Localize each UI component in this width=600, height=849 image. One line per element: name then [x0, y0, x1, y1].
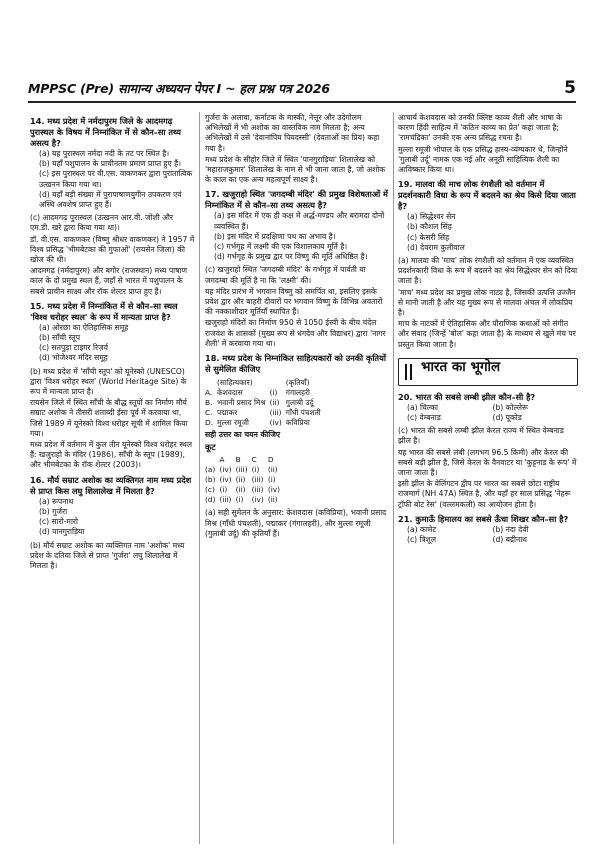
column-divider	[199, 112, 200, 844]
option: (b) यहाँ पशुपालन के प्राचीनतम प्रमाण प्राप्त हुए हैं।	[39, 159, 181, 169]
option: (d) देवराम कुलीवाल	[407, 242, 465, 252]
code-row	[205, 485, 284, 495]
explanation: माच के नाटकों में ऐतिहासिक और पौराणिक कथाओं को संगीत और संवाद (जिन्हें 'बोल' कहा जाता है) के माध्यम से खुले मंच पर प्रस्तुत किया जाता है।	[398, 319, 576, 349]
match-cell: C.	[205, 408, 213, 418]
column-2	[205, 112, 390, 539]
code-cell: (i)	[251, 465, 260, 475]
option-text: (b) कोल्लेरू	[492, 402, 528, 412]
explanation: इसी झील के वेलिंगटन द्वीप पर भारत का सबसे छोटा राष्ट्रीय राजमार्ग (NH 47A) स्थित है, और यहाँ हर साल प्रसिद्ध 'नेहरू ट्रॉफी बोट रेस' (वल्लमकली) का आयोजन होता है।	[398, 479, 571, 509]
column-2-bottom	[205, 508, 390, 539]
code-cell: (ii)	[267, 465, 278, 475]
match-cell: A.	[205, 388, 213, 398]
match-cell: भवानी प्रसाद मिश्र	[217, 398, 266, 408]
code-cell: (c)	[205, 485, 215, 495]
answer: (a) सही सुमेलन के अनुसार: केशवदास (कविप्रिया), भवानी प्रसाद मिश्र (गाँधी पंचशती), पद्माकर (गंगालहरी), और मुल्ला रमूजी (गुलाबी उर्दू) की कृतियाँ हैं।	[205, 508, 387, 538]
option: (d) भोजेश्वर मंदिर समूह	[39, 353, 108, 363]
question: 20. भारत की सबसे लम्बी झील कौन–सी है?	[398, 391, 536, 402]
explanation: डॉ. वी.एस. वाकणकर (विष्णु श्रीधर वाकणकर) ने 1957 में विश्व प्रसिद्ध 'भीमबेटका की गुफाओं' (रायसेन जिला) की खोज की थी।	[30, 234, 195, 265]
option-text: (a) कामेट	[407, 524, 437, 534]
option: (c) केसरी सिंह	[407, 232, 450, 242]
option: (b) गुर्जरा	[39, 506, 68, 516]
match-cell: पद्माकर	[217, 408, 238, 418]
match-cell: B.	[205, 398, 213, 408]
option: (c) गर्भगृह में लक्ष्मी की एक विशालकाय मूर्ति है।	[214, 242, 348, 252]
section-bar-icon	[405, 364, 407, 380]
code-cell: (iii)	[235, 465, 248, 475]
match-cell: कविप्रिया	[285, 418, 310, 428]
option-text: (a) चिल्का	[407, 402, 439, 412]
match-cell: (iii)	[269, 408, 282, 418]
match-row	[205, 408, 325, 418]
explanation: मुल्ला रमूजी भोपाल के एक प्रसिद्ध हास्य-व्यंग्यकार थे, जिन्होंने 'गुलाबी उर्दू' नामक एक नई और अनूठी साहित्यिक शैली का आविष्कार किया था।	[398, 144, 568, 175]
match-table	[205, 378, 325, 428]
column-1	[30, 112, 195, 571]
page-number: 5	[564, 78, 576, 98]
code-head: C	[251, 455, 257, 465]
option: (a) ओरछा का ऐतिहासिक समूह	[39, 322, 129, 332]
option-text: (c) वेम्बनाड	[407, 413, 441, 423]
code-head: A	[219, 455, 225, 465]
section-heading: भारत का भूगोल	[421, 358, 501, 375]
code-cell: (ii)	[235, 485, 246, 495]
explanation: यह मंदिर प्रारंभ में भगवान विष्णु को समर्पित था, इसलिए इसके प्रवेश द्वार और बाहरी दीवारों पर भगवान विष्णु के विभिन्न अवतारों की नक्काशीदार मूर्तियाँ स्थापित हैं।	[205, 286, 383, 317]
page-header	[28, 80, 576, 98]
code-row	[205, 475, 284, 485]
match-cell: मुल्ला रमूजी	[217, 418, 249, 428]
question: 15. मध्य प्रदेश में निम्नांकित में से कौन–सा स्थल 'विश्व धरोहर स्थल' के रूप में मान्यता प्राप्त है?	[30, 300, 178, 322]
option: (a) इस मंदिर में एक ही कक्ष में अर्द्ध-मण्डप और बरामदा दोनों व्यवस्थित हैं।	[214, 211, 385, 231]
option-text: (c) त्रिशूल	[407, 535, 436, 545]
question: 16. मौर्य सम्राट अशोक का व्यक्तिगत नाम मध्य प्रदेश से प्राप्त किस लघु शिलालेख में मिलता है?	[30, 474, 192, 496]
match-cell: (iv)	[269, 418, 282, 428]
code-cell: (iv)	[251, 495, 264, 505]
match-row	[205, 418, 325, 428]
code-head: B	[235, 455, 241, 465]
answer: (c) भारत की सबसे लम्बी झील केरल राज्य में स्थित वेम्बनाड झील है।	[398, 426, 564, 446]
option-row	[407, 525, 578, 535]
option-row	[407, 403, 578, 413]
column-3-bottom	[398, 392, 578, 545]
code-head: D	[267, 455, 274, 465]
column-divider	[393, 112, 394, 844]
match-row	[205, 388, 325, 398]
column-2-top	[205, 113, 390, 375]
option: (a) यह पुरास्थल नर्मदा नदी के तट पर स्थित है।	[39, 149, 170, 158]
explanation: गुर्जरा के अलावा, कर्नाटक के मास्की, नेत्तूर और उदेगोलम अभिलेखों में भी अशोक का वास्तविक नाम मिलता है; अन्य अभिलेखों में उसे 'देवानांपिय पियदस्सी' (देवताओं का प्रिय) कहा गया है।	[205, 113, 380, 153]
code-cell: (ii)	[267, 495, 278, 505]
option: (c) सारो-मारो	[39, 517, 79, 527]
option: (b) कौशल सिंह	[407, 222, 452, 232]
code-cell: (ii)	[235, 475, 246, 485]
column-3-top	[398, 113, 578, 350]
match-cell: गंगालहरी	[285, 388, 310, 398]
section-bar-icon	[410, 364, 412, 380]
column-3	[398, 112, 578, 545]
option: (a) सिद्धेश्वर सेन	[407, 212, 456, 222]
match-head-works: (कृतियाँ)	[285, 378, 310, 388]
option: (d) यहाँ बड़ी संख्या में पुरापाषाणयुगीन उपकरण एवं अस्थि अवशेष प्राप्त हुए हैं।	[39, 189, 182, 210]
answer: (c) खजुराहो स्थित 'जगदम्बी मंदिर' के गर्भगृह में पार्वती या जगदम्बा की मूर्ति है ना कि 'लक्ष्मी' की।	[205, 265, 366, 285]
option: (b) इस मंदिर में प्रदक्षिणा पथ का अभाव है।	[214, 231, 336, 241]
code-cell: (a)	[205, 465, 216, 475]
code-row	[205, 495, 284, 505]
match-instruction: सही उत्तर का चयन कीजिए	[205, 430, 281, 440]
match-cell: D.	[205, 418, 214, 428]
option-row	[407, 535, 578, 545]
code-cell: (iii)	[251, 485, 264, 495]
explanation: आचार्य केशवदास को उनकी क्लिष्ट काव्य शैली और भाषा के कारण हिंदी साहित्य में 'कठिन काव्य का प्रेत' कहा जाता है; 'रामचंद्रिका' उनकी एक अन्य प्रसिद्ध रचना है।	[398, 113, 563, 143]
code-cell: (iv)	[267, 485, 281, 495]
question: 17. खजुराहो स्थित 'जगदम्बी मंदिर' की प्रमुख विशेषताओं में निम्नांकित में से कौन–सा तथ्य असत्य है?	[205, 189, 388, 211]
section-heading-box	[398, 358, 578, 386]
option: (c) इस पुरास्थल पर वी.एस. वाकणकर द्वारा पुरातात्विक उत्खनन किया गया था।	[39, 169, 193, 189]
code-cell: (iii)	[251, 475, 264, 485]
question: 19. मालवा की माच लोक रंगशैली को वर्तमान में प्रदर्शनकारी विधा के रूप में बदलने का श्रेय किसे दिया जाता है?	[398, 179, 576, 212]
option: (c) सतपुड़ा टाइगर रिज़र्व	[39, 343, 108, 353]
match-cell: गाँधी पंचशती	[285, 408, 321, 418]
code-cell: (i)	[235, 495, 244, 505]
code-label: कूट	[205, 442, 216, 453]
match-head-writer: (साहित्यकार)	[217, 378, 253, 388]
question: 21. कुमाऊँ हिमालय का सबसे ऊँचा शिखर कौन–सा है?	[398, 513, 569, 524]
option-text: (b) नंदा देवी	[492, 524, 529, 534]
code-cell: (i)	[267, 475, 276, 485]
code-cell: (iv)	[219, 475, 232, 485]
answer: (b) मौर्य सम्राट अशोक का व्यक्तिगत नाम 'अशोक' मध्य प्रदेश के दतिया जिले से प्राप्त 'गुर्जरा' लघु शिलालेख में मिलता है।	[30, 540, 185, 570]
answer: (c) आदमगढ़ पुरास्थल (उत्खनन आर.वी. जोशी और एम.डी. खरे द्वारा किया गया था)।	[30, 213, 174, 233]
question: 18. मध्य प्रदेश के निम्नांकित साहित्यकारों को उनकी कृतियों से सुमेलित कीजिए	[205, 353, 386, 375]
option-row	[407, 413, 578, 423]
explanation: 'माच' मध्य प्रदेश का प्रमुख लोक नाट्य है, जिसकी उत्पत्ति उज्जैन से मानी जाती है और यह मुख्य रूप से मालवा अंचल में लोकप्रिय है।	[398, 287, 576, 318]
code-cell: (iii)	[219, 495, 232, 505]
match-cell: केशवदास	[217, 388, 243, 398]
explanation: आदमगढ़ (नर्मदापुरम) और बगोर (राजस्थान) मध्य पाषाण काल के दो प्रमुख स्थल हैं, जहाँ से भारत में पशुपालन के सबसे प्राचीन साक्ष्य और रॉक शेल्टर प्राप्त हुए हैं।	[30, 266, 187, 296]
question: 14. मध्य प्रदेश में नर्मदापुरम जिले के आदमगढ़ पुरास्थल के विषय में निम्नांकित में से कौन–सा तथ्य असत्य है?	[30, 116, 181, 148]
match-cell: (ii)	[269, 398, 280, 408]
answer: (a) मालवा की 'माच' लोक रंगशैली को वर्तमान में एक व्यवस्थित प्रदर्शनकारी विधा के रूप में बदलने का श्रेय सिद्धेश्वर सेन को दिया जाता है।	[398, 256, 578, 286]
code-cell: (d)	[205, 495, 216, 505]
code-cell: (i)	[219, 485, 228, 495]
option: (a) रूपनाथ	[39, 496, 74, 506]
option: (d) गर्भगृह के प्रमुख द्वार पर विष्णु की मूर्ति अधिष्ठित है।	[214, 252, 368, 262]
option-text: (d) बद्रीनाथ	[492, 535, 528, 545]
code-cell: (iv)	[219, 465, 232, 475]
answer: (b) मध्य प्रदेश में 'साँची स्तूप' को यूनेस्को (UNESCO) द्वारा 'विश्व धरोहर स्थल' (World Heritage Site) के रूप में मान्यता प्राप्त है।	[30, 366, 187, 397]
match-row	[205, 398, 325, 408]
code-row	[205, 465, 284, 475]
option-text: (d) पूकोड	[492, 413, 522, 423]
code-table	[205, 455, 284, 505]
explanation: मध्य प्रदेश के सीहोर जिले में स्थित 'पानगुराड़िया' शिलालेख को 'महाराजकुमार' शिलालेख के नाम से भी जाना जाता है, जो अशोक के काल का एक अन्य महत्वपूर्ण साक्ष्य है।	[205, 154, 386, 185]
explanation: मध्य प्रदेश में वर्तमान में कुल तीन यूनेस्को विश्व धरोहर स्थल हैं: खजुराहो के मंदिर (1986), साँची के स्तूप (1989), और भीमबेटका के रॉक शेल्टर (2003)।	[30, 440, 192, 470]
match-cell: (i)	[269, 388, 278, 398]
code-cell: (b)	[205, 475, 216, 485]
explanation: रायसेन जिले में स्थित साँची के बौद्ध स्तूपों का निर्माण मौर्य सम्राट अशोक ने तीसरी शताब्दी ईसा पूर्व में करवाया था, जिसे 1989 में यूनेस्को विश्व धरोहर सूची में शामिल किया गया।	[30, 398, 188, 438]
header-rule	[28, 101, 576, 103]
running-title: MPPSC (Pre) सामान्य अध्ययन पेपर I ~ हल प्रश्न पत्र 2026	[28, 81, 330, 96]
explanation: यह भारत की सबसे लंबी (लगभग 96.5 किमी) और केरल की सबसे बड़ी झील है, जिसे केरल के वैनवाटर या 'कुट्टनाड के रूप' में जाना जाता है।	[398, 447, 577, 478]
option: (b) साँची स्तूप	[39, 333, 81, 343]
option: (d) पानगुराड़िया	[39, 527, 85, 537]
explanation: खजुराहो मंदिरों का निर्माण 950 से 1050 ईस्वी के बीच चंदेल राजवंश के शासकों (मुख्य रूप से धंगदेव और विद्याधर) द्वारा 'नागर शैली' में करवाया गया था।	[205, 318, 386, 348]
match-cell: गुलाबी उर्दू	[285, 398, 314, 408]
